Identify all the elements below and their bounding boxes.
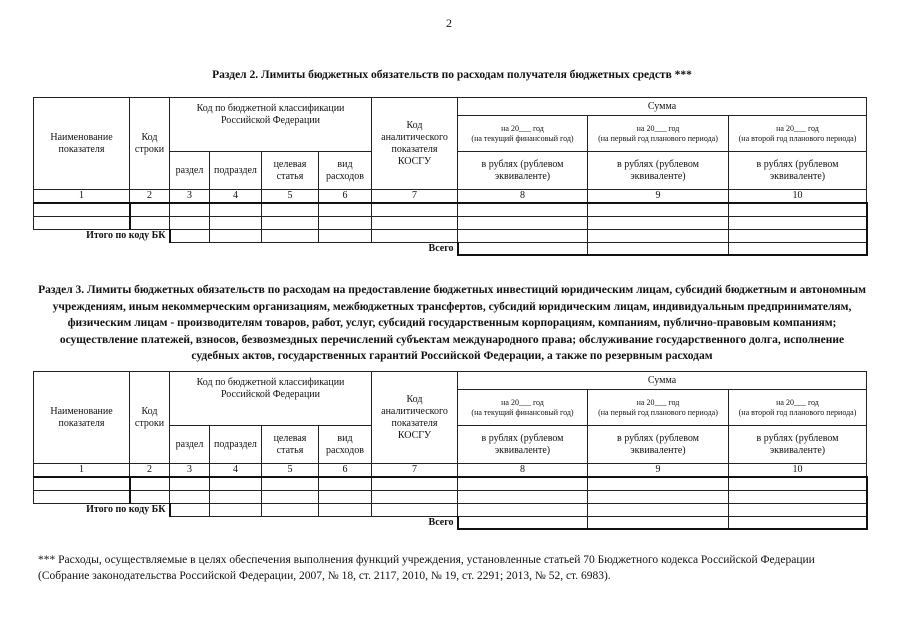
- data-cell[interactable]: [588, 242, 729, 255]
- data-cell[interactable]: [210, 229, 262, 242]
- data-cell[interactable]: [210, 216, 262, 229]
- table-row: [34, 216, 867, 229]
- data-cell[interactable]: [458, 203, 588, 216]
- data-cell[interactable]: [458, 477, 588, 490]
- data-cell[interactable]: [210, 203, 262, 216]
- data-cell[interactable]: [729, 477, 867, 490]
- data-cell[interactable]: [319, 477, 372, 490]
- section-2-title: Раздел 2. Лимиты бюджетных обязательств по расходам получателя бюджетных средств ***: [212, 69, 692, 81]
- grand-total-row: [34, 516, 867, 529]
- data-cell[interactable]: [319, 490, 372, 503]
- data-cell[interactable]: [588, 503, 729, 516]
- column-number: 5: [262, 464, 319, 478]
- total-by-bk-label: Итого по коду БК: [86, 503, 166, 515]
- data-cell[interactable]: [729, 216, 867, 229]
- header-rubles-second: в рублях (рублевом эквиваленте): [729, 152, 867, 190]
- column-number: 4: [210, 464, 262, 478]
- header-sum: Сумма: [458, 98, 867, 116]
- table-row: [34, 490, 867, 503]
- header-year-current: на 20___ год (на текущий финансовый год): [458, 390, 588, 426]
- grand-total-row: [34, 242, 867, 255]
- data-cell[interactable]: [588, 203, 729, 216]
- section-2-table: [33, 97, 868, 256]
- data-cell[interactable]: [262, 216, 319, 229]
- header-rubles-current: в рублях (рублевом эквиваленте): [458, 426, 588, 464]
- column-number: 7: [372, 464, 458, 478]
- section-3-title: Раздел 3. Лимиты бюджетных обязательств по расходам на предоставление бюджетных инвестиций юридическим лицам, субсидий бюджетным и автономным учреждениям, иным некоммерческим организациям, межбюджетных трансфертов, субсидий юридическим лицам, индивидуальным предпринимателям, физическим лицам - производителям товаров, работ, услуг, субсидий государственным корпорациям, компаниям, публично-правовым компаниям; осуществление платежей, взносов, безвозмездных перечислений субъектам международного права; обслуживание государственного долга, исполнение судебных актов, государственных гарантий Российской Федерации, а также по резервным расходам: [38, 284, 866, 362]
- column-number: 7: [372, 190, 458, 204]
- data-cell[interactable]: [262, 203, 319, 216]
- header-rubles-first: в рублях (рублевом эквиваленте): [588, 426, 729, 464]
- data-cell[interactable]: [458, 503, 588, 516]
- data-cell[interactable]: [729, 229, 867, 242]
- column-number: 6: [319, 464, 372, 478]
- data-cell[interactable]: [130, 216, 170, 229]
- column-number: 10: [729, 190, 867, 204]
- data-cell[interactable]: [34, 216, 130, 229]
- header-budget-classification-code: Код по бюджетной классификации Российской Федерации: [170, 372, 372, 426]
- header-year-current: на 20___ год (на текущий финансовый год): [458, 116, 588, 152]
- data-cell[interactable]: [458, 490, 588, 503]
- column-number: 1: [34, 190, 130, 204]
- header-analytic-code: Код аналитического показателя КОСГУ: [372, 372, 458, 464]
- data-cell[interactable]: [372, 229, 458, 242]
- data-cell[interactable]: [34, 490, 130, 503]
- header-year-first: на 20___ год (на первый год планового периода): [588, 390, 729, 426]
- data-cell[interactable]: [458, 229, 588, 242]
- header-subsection: подраздел: [210, 152, 262, 190]
- header-row-code: Код строки: [130, 98, 170, 190]
- header-year-first: на 20___ год (на первый год планового периода): [588, 116, 729, 152]
- data-cell[interactable]: [729, 242, 867, 255]
- header-section: раздел: [170, 152, 210, 190]
- column-numbers-row: [34, 190, 867, 204]
- data-cell[interactable]: [210, 503, 262, 516]
- data-cell[interactable]: [372, 477, 458, 490]
- data-cell[interactable]: [262, 229, 319, 242]
- column-number: 4: [210, 190, 262, 204]
- header-rubles-first: в рублях (рублевом эквиваленте): [588, 152, 729, 190]
- data-cell[interactable]: [458, 242, 588, 255]
- column-number: 3: [170, 190, 210, 204]
- column-number: 6: [319, 190, 372, 204]
- data-cell[interactable]: [729, 516, 867, 529]
- total-by-bk-row: [34, 229, 867, 242]
- data-cell[interactable]: [319, 203, 372, 216]
- header-rubles-second: в рублях (рублевом эквиваленте): [729, 426, 867, 464]
- data-cell[interactable]: [130, 477, 170, 490]
- column-number: 8: [458, 464, 588, 478]
- data-cell[interactable]: [458, 516, 588, 529]
- data-cell[interactable]: [729, 503, 867, 516]
- header-sum: Сумма: [458, 372, 867, 390]
- column-number: 10: [729, 464, 867, 478]
- header-indicator-name: Наименование показателя: [34, 98, 130, 190]
- data-cell[interactable]: [262, 477, 319, 490]
- grand-total-label: Всего: [428, 242, 454, 254]
- data-cell[interactable]: [372, 203, 458, 216]
- data-cell[interactable]: [588, 229, 729, 242]
- header-target-item: целевая статья: [262, 426, 319, 464]
- data-cell[interactable]: [588, 516, 729, 529]
- data-cell[interactable]: [262, 503, 319, 516]
- data-cell[interactable]: [729, 490, 867, 503]
- data-cell[interactable]: [372, 490, 458, 503]
- data-cell[interactable]: [170, 229, 210, 242]
- section-3-table: [33, 371, 868, 530]
- data-cell[interactable]: [729, 203, 867, 216]
- column-number: 2: [130, 190, 170, 204]
- data-cell[interactable]: [210, 490, 262, 503]
- data-cell[interactable]: [170, 216, 210, 229]
- table-row: [34, 203, 867, 216]
- data-cell[interactable]: [372, 503, 458, 516]
- header-analytic-code: Код аналитического показателя КОСГУ: [372, 98, 458, 190]
- data-cell[interactable]: [130, 490, 170, 503]
- header-row-code: Код строки: [130, 372, 170, 464]
- column-number: 1: [34, 464, 130, 478]
- header-target-item: целевая статья: [262, 152, 319, 190]
- data-cell[interactable]: [170, 503, 210, 516]
- header-year-second: на 20___ год (на второй год планового периода): [729, 116, 867, 152]
- data-cell[interactable]: [319, 503, 372, 516]
- data-cell[interactable]: [34, 203, 130, 216]
- data-cell[interactable]: [170, 203, 210, 216]
- table-row: [34, 477, 867, 490]
- data-cell[interactable]: [588, 216, 729, 229]
- column-numbers-row: [34, 464, 867, 478]
- header-budget-classification-code: Код по бюджетной классификации Российской Федерации: [170, 98, 372, 152]
- data-cell[interactable]: [262, 490, 319, 503]
- column-number: 5: [262, 190, 319, 204]
- column-number: 9: [588, 464, 729, 478]
- data-cell[interactable]: [588, 477, 729, 490]
- column-number: 2: [130, 464, 170, 478]
- header-section: раздел: [170, 426, 210, 464]
- data-cell[interactable]: [372, 216, 458, 229]
- data-cell[interactable]: [210, 477, 262, 490]
- data-cell[interactable]: [319, 216, 372, 229]
- header-subsection: подраздел: [210, 426, 262, 464]
- header-expense-type: вид расходов: [319, 426, 372, 464]
- data-cell[interactable]: [588, 490, 729, 503]
- header-expense-type: вид расходов: [319, 152, 372, 190]
- total-by-bk-label: Итого по коду БК: [86, 229, 166, 241]
- data-cell[interactable]: [34, 477, 130, 490]
- data-cell[interactable]: [319, 229, 372, 242]
- data-cell[interactable]: [170, 477, 210, 490]
- total-by-bk-row: [34, 503, 867, 516]
- header-year-second: на 20___ год (на второй год планового периода): [729, 390, 867, 426]
- page-number: 2: [446, 16, 452, 30]
- data-cell[interactable]: [170, 490, 210, 503]
- footnote: *** Расходы, осуществляемые в целях обеспечения выполнения функций учреждения, установленные статьей 70 Бюджетного кодекса Российской Федерации (Собрание законодательства Российской Федерации, 2007, № 18, ст. 2117, 2010, № 19, ст. 2291; 2013, № 52, ст. 6983).: [38, 554, 815, 582]
- header-rubles-current: в рублях (рублевом эквиваленте): [458, 152, 588, 190]
- data-cell[interactable]: [458, 216, 588, 229]
- header-indicator-name: Наименование показателя: [34, 372, 130, 464]
- grand-total-label: Всего: [428, 516, 454, 528]
- column-number: 9: [588, 190, 729, 204]
- data-cell[interactable]: [130, 203, 170, 216]
- column-number: 3: [170, 464, 210, 478]
- column-number: 8: [458, 190, 588, 204]
